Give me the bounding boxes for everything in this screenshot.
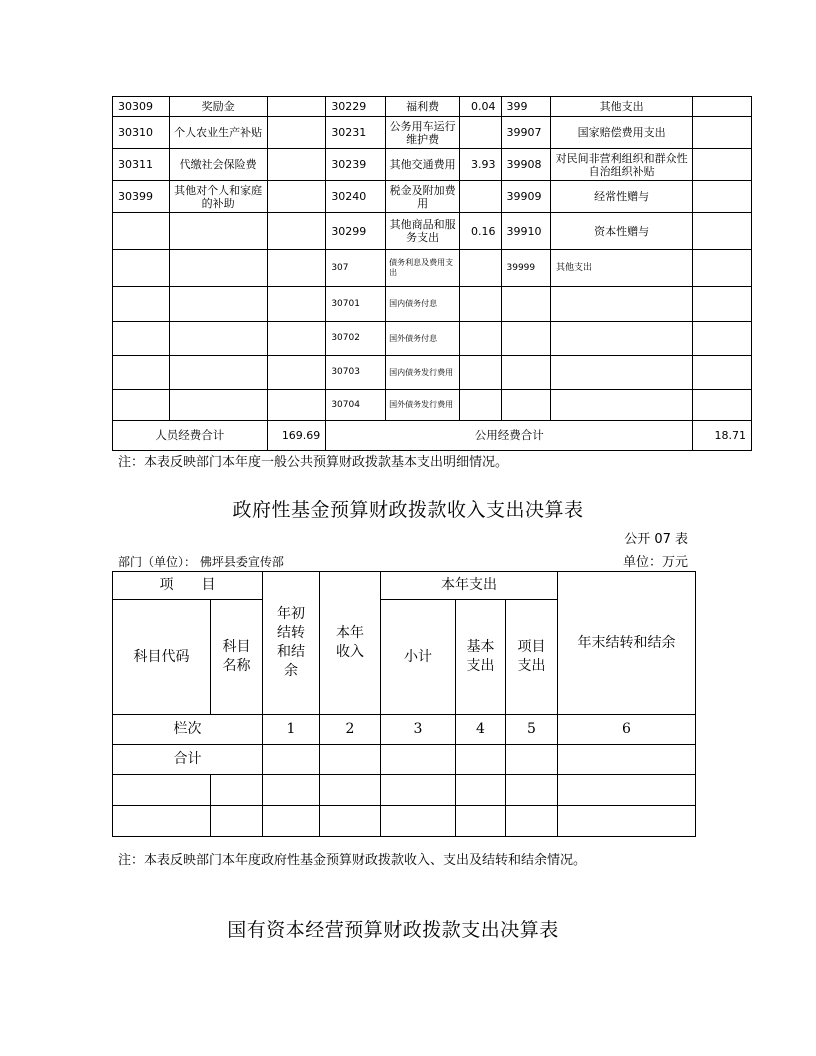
cell [693,250,752,287]
cell [169,356,267,390]
cell: 307 [326,250,386,287]
col-index-6: 6 [558,715,696,745]
cell [267,356,326,390]
cell [267,97,326,117]
cell [267,149,326,181]
cell [113,390,170,421]
personnel-total-value: 169.69 [267,421,326,451]
cell [267,322,326,356]
table-row [113,149,752,181]
cell: 30299 [326,213,386,250]
cell [267,287,326,322]
cell: 30231 [326,117,386,149]
cell: 0.16 [460,213,501,250]
cell: 0.04 [460,97,501,117]
table-row [113,806,696,837]
cell [693,356,752,390]
header-item: 项 目 [113,572,263,600]
cell [550,287,692,322]
cell: 债务利息及费用支出 [386,250,460,287]
cell: 39909 [501,181,550,213]
cell [169,390,267,421]
col-index-4: 4 [456,715,506,745]
cell: 39910 [501,213,550,250]
public-total-label: 公用经费合计 [326,421,693,451]
cell: 30310 [113,117,170,149]
cell: 30239 [326,149,386,181]
cell [169,322,267,356]
cell [501,356,550,390]
table-row [113,97,752,117]
cell: 30399 [113,181,170,213]
cell [693,149,752,181]
cell: 399 [501,97,550,117]
table1-note: 注：本表反映部门本年度一般公共预算财政拨款基本支出明细情况。 [118,455,509,470]
cell [693,287,752,322]
cell [267,181,326,213]
header-income: 本年收入 [320,572,381,715]
cell [460,322,501,356]
header-project: 项目支出 [506,600,558,715]
table-row [113,250,752,287]
cell [501,390,550,421]
cell: 国家赔偿费用支出 [550,117,692,149]
cell [113,356,170,390]
cell: 39908 [501,149,550,181]
cell: 其他支出 [550,97,692,117]
cell [460,181,501,213]
cell [169,213,267,250]
cell: 对民间非营利组织和群众性自治组织补贴 [550,149,692,181]
cell: 其他商品和服务支出 [386,213,460,250]
cell [460,287,501,322]
cell [501,322,550,356]
table-row [113,287,752,322]
table2-note: 注：本表反映部门本年度政府性基金预算财政拨款收入、支出及结转和结余情况。 [118,853,587,868]
cell [460,356,501,390]
cell [501,287,550,322]
cell: 代缴社会保险费 [169,149,267,181]
cell: 资本性赠与 [550,213,692,250]
cell [550,322,692,356]
cell [267,117,326,149]
cell [169,287,267,322]
cell: 39999 [501,250,550,287]
cell: 国内债务发行费用 [386,356,460,390]
column-index-row [113,715,696,745]
cell: 个人农业生产补贴 [169,117,267,149]
cell [460,117,501,149]
cell: 经常性赠与 [550,181,692,213]
header-subtotal: 小计 [381,600,456,715]
col-index-3: 3 [381,715,456,745]
table-number: 公开 07 表 [624,532,688,547]
cell: 其他交通费用 [386,149,460,181]
cell [169,250,267,287]
cell: 国外债务发行费用 [386,390,460,421]
cell [460,250,501,287]
cell: 30704 [326,390,386,421]
header-basic: 基本支出 [456,600,506,715]
cell [113,250,170,287]
cell [113,322,170,356]
cell: 公务用车运行维护费 [386,117,460,149]
fund-table-title: 政府性基金预算财政拨款收入支出决算表 [232,499,584,521]
header-expense: 本年支出 [381,572,558,600]
cell: 国外债务付息 [386,322,460,356]
cell: 30229 [326,97,386,117]
cell [267,213,326,250]
table-row [113,775,696,806]
col-index-2: 2 [320,715,381,745]
table-row [113,213,752,250]
cell: 税金及附加费用 [386,181,460,213]
header-end-balance: 年末结转和结余 [558,572,696,715]
cell [693,117,752,149]
cell: 其他对个人和家庭的补助 [169,181,267,213]
cell [550,390,692,421]
unit-label: 单位：万元 [622,555,688,570]
cell: 30309 [113,97,170,117]
total-row [113,745,696,775]
table-row [113,181,752,213]
cell: 30703 [326,356,386,390]
personnel-total-label: 人员经费合计 [113,421,268,451]
cell: 39907 [501,117,550,149]
cell: 30702 [326,322,386,356]
table-row [113,322,752,356]
cell [693,97,752,117]
cell [693,390,752,421]
header-code: 科目代码 [113,600,211,715]
cell: 3.93 [460,149,501,181]
table1-body [113,97,752,421]
cell [693,213,752,250]
cell: 30311 [113,149,170,181]
cell: 30701 [326,287,386,322]
row-label-col: 栏次 [113,715,263,745]
cell: 国内债务付息 [386,287,460,322]
row-label-total: 合计 [113,745,263,775]
cell [267,390,326,421]
fund-budget-table [112,571,696,837]
total-row [113,421,752,451]
header-row-1 [113,572,696,600]
cell: 30240 [326,181,386,213]
public-total-value: 18.71 [693,421,752,451]
state-capital-table-title: 国有资本经营预算财政拨款支出决算表 [227,919,559,941]
cell [267,250,326,287]
cell [113,213,170,250]
cell [460,390,501,421]
cell: 奖励金 [169,97,267,117]
cell [693,322,752,356]
table-row [113,356,752,390]
table-row [113,390,752,421]
cell: 其他支出 [550,250,692,287]
department-label: 部门（单位）： 佛坪县委宣传部 [118,555,284,569]
cell [693,181,752,213]
header-begin-balance: 年初结转和结余 [263,572,320,715]
cell [550,356,692,390]
table-row [113,117,752,149]
header-name: 科目名称 [211,600,263,715]
col-index-1: 1 [263,715,320,745]
cell: 福利费 [386,97,460,117]
col-index-5: 5 [506,715,558,745]
basic-expenditure-table [112,96,752,451]
cell [113,287,170,322]
